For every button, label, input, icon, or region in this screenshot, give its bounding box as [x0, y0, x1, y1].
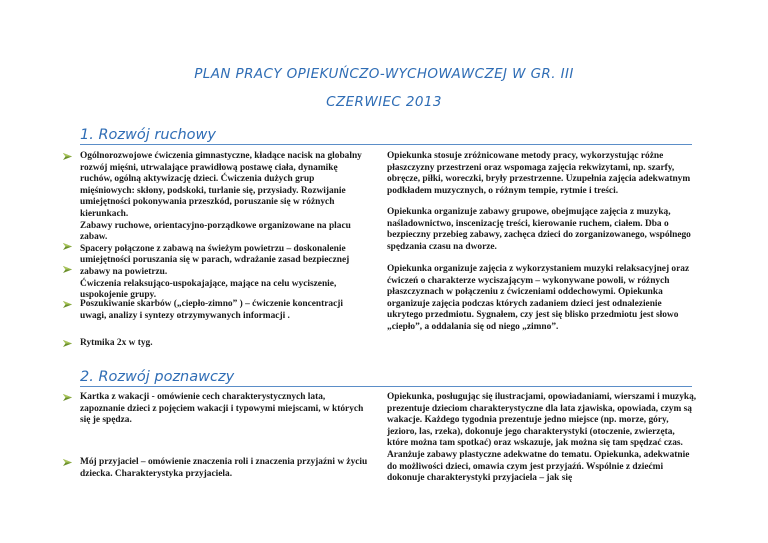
document-title: PLAN PRACY OPIEKUŃCZO-WYCHOWAWCZEJ W GR. III [194, 66, 574, 82]
activity-gymnastics: Ogólnorozwojowe ćwiczenia gimnastyczne, kładące nacisk na globalny rozwój mięśni, utrwalające prawidłową postawę ciała, dynamikę ruchów, ogólną aktywizację dzieci. Ćwiczenia dużych grup mięśniowych: skłony, podskoki, turlanie się, przysiady. Rozwijanie umiejętności pokonywania przeszkód, poruszanie się w różnych kierunkach. [80, 151, 362, 219]
document-subtitle-date: CZERWIEC 2013 [326, 94, 442, 110]
activity-treasure-hunt: Poszukiwanie skarbów („ciepło-zimno” ) – ćwiczenie koncentracji uwagi, analizy i syntezy otrzymywanych informacji . [80, 299, 343, 321]
bullet-icon [62, 241, 74, 252]
section2-method-1: Opiekunka, posługując się ilustracjami, opowiadaniami, wierszami i muzyką, prezentuje dzieciom charakterystyczne dla lata zjawiska, opowiada, czym są wakacje. Każdego tygodnia prezentuje jedno miejsce (np. morze, góry, jezioro, las, rzeka), dokonuje jego charakterystyki (otoczenie, zwierzęta, które można tam spotkać) oraz wskazuje, jak można się tam spędzać czas. Aranżuje zabawy plastyczne adekwatne do tematu. Opiekunka, adekwatnie do możliwości dzieci, omawia czym jest przyjaźń. Wspólnie z dziećmi dokonuje charakterystyki przyjaciela – jak się [387, 392, 697, 484]
bullet-icon [62, 457, 74, 468]
bullet-icon [62, 151, 74, 162]
section1-left-column [80, 151, 368, 302]
section-heading-cognitive-development: 2. Rozwój poznawczy [80, 369, 692, 387]
bullet-icon [62, 264, 74, 275]
activity-movement-games: Zabawy ruchowe, orientacyjno-porządkowe organizowane na placu zabaw. [80, 220, 351, 243]
section1-method-3: Opiekunka organizuje zajęcia z wykorzystaniem muzyki relaksacyjnej oraz ćwiczeń o charakterze wyciszającym – wykonywane powoli, w różnych płaszczyznach w połączeniu z ćwiczeniami oddechowymi. Opiekunka organizuje zajęcia podczas których zadaniem dzieci jest odnalezienie ukrytego przedmiotu. Sygnałem, czy jest się blisko przedmiotu jest słowo „ciepło”, a oddalania się od niego „zimno”. [387, 264, 690, 332]
bullet-icon [62, 392, 74, 403]
section-heading-motor-development: 1. Rozwój ruchowy [80, 127, 692, 145]
activity-postcard: Kartka z wakacji - omówienie cech charakterystycznych lata, zapoznanie dzieci z pojęciem wakacji i typowymi miejscami, w których się je spędza. [80, 392, 364, 426]
bullet-icon [62, 299, 74, 310]
activity-walks: Spacery połączone z zabawą na świeżym powietrzu – doskonalenie umiejętności poruszania się w parach, wdrażanie zasad bezpiecznej zabawy na powietrzu. [80, 243, 350, 277]
section1-left-column-b [80, 299, 368, 322]
section1-method-1: Opiekunka stosuje zróżnicowane metody pracy, wykorzystując różne płaszczyzny przestrzeni oraz wspomaga zajęcia rekwizytami, np. szarfy, obręcze, piłki, woreczki, bryły przestrzenne. Uzupełnia zajęcia adekwatnym podkładem muzycznych, o różnym tempie, rytmie i treści. [387, 151, 691, 196]
activity-relaxation: Ćwiczenia relaksująco-uspokajające, mające na celu wyciszenie, uspokojenie grupy. [80, 278, 337, 301]
section1-left-column-c [80, 338, 368, 350]
section1-method-2: Opiekunka organizuje zabawy grupowe, obejmujące zajęcia z muzyką, naśladownictwo, inscenizację treści, kierowanie ruchem, ciałem. Dba o bezpieczny przebieg zabawy, zachęca dzieci do zorganizowanego, wspólnego spędzania czasu na dworze. [387, 207, 691, 252]
activity-rhythmics: Rytmika 2x w tyg. [80, 338, 153, 348]
bullet-icon [62, 338, 74, 349]
activity-my-friend: Mój przyjaciel – omówienie znaczenia roli i znaczenia przyjaźni w życiu dziecka. Charakterystyka przyjaciela. [80, 457, 368, 479]
